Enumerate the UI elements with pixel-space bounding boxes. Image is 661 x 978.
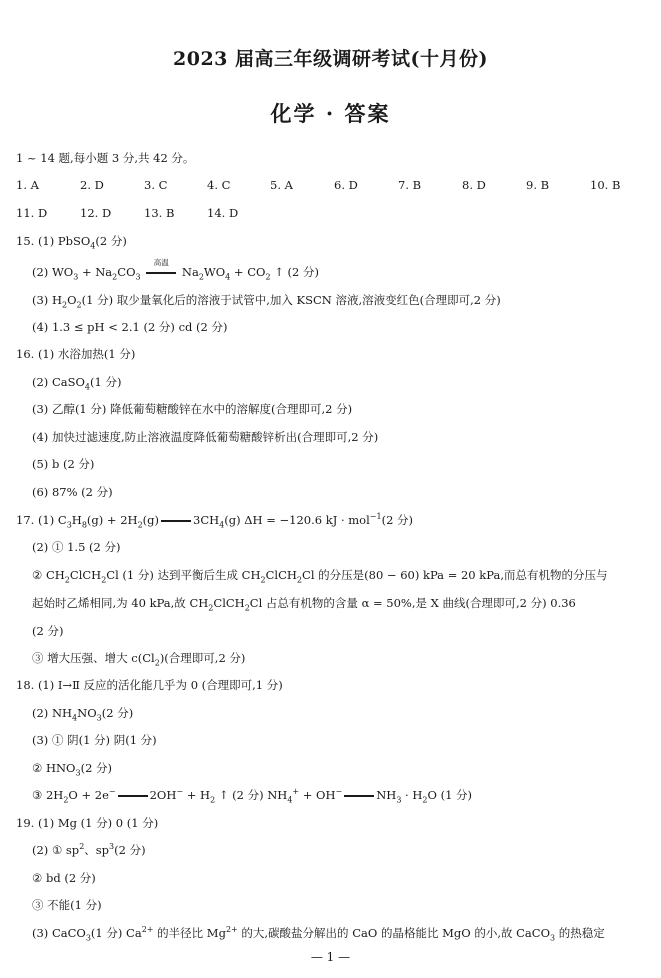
mc-answer: 8. D: [462, 178, 486, 192]
mc-answer: 12. D: [80, 206, 112, 220]
q19-part1: 19. (1) Mg (1 分) 0 (1 分): [16, 816, 159, 830]
mc-answer: 5. A: [270, 178, 293, 192]
mc-answer: 1. A: [16, 178, 39, 192]
q17-part2-b: ② $CH_2ClCH_2Cl$ (1 分) 达到平衡后生成 $CH_2ClCH_2Cl$ 的分压是(80 − 60) kPa = 20 kPa,而总有机物的分压与: [32, 568, 608, 585]
page-number: — 1 —: [310, 950, 351, 964]
mc-answer: 11. D: [16, 206, 48, 220]
q17-part2-c: ③ 增大压强、增大 $c(Cl_2)$(合理即可,2 分): [32, 651, 246, 668]
q16-part5: (5) b (2 分): [32, 457, 95, 471]
q17-part1: 17. (1) $C_3H_8(g) + 2H_2(g)$ $3CH_4(g) \Delta H = -120.6$ kJ · mol$^{-1}$(2 分): [16, 512, 414, 530]
q15-part2: (2) $WO_3 + Na_2CO_3$ 高温 $Na_2WO_4 + CO_2$ ↑ (2 分): [32, 258, 319, 282]
mc-answer: 9. B: [526, 178, 550, 192]
q16-part2: (2) CaSO$_4$(1 分): [32, 375, 122, 392]
q15-part4: (4) 1.3 ≤ pH < 2.1 (2 分) cd (2 分): [32, 320, 228, 334]
q18-part3-c: ③ $2H_2O + 2e^-$ $2OH^- + H_2$ ↑ (2 分) $NH_4^+ + OH^-$ $NH_3 \cdot H_2O$ (1 分): [32, 787, 473, 805]
q17-part2-b-score: (2 分): [32, 624, 64, 638]
q16-part3: (3) 乙醇(1 分) 降低葡萄糖酸锌在水中的溶解度(合理即可,2 分): [32, 402, 353, 416]
q16-part4: (4) 加快过滤速度,防止溶液温度降低葡萄糖酸锌析出(合理即可,2 分): [32, 430, 379, 444]
mc-answer: 10. B: [590, 178, 621, 192]
mc-answer: 14. D: [207, 206, 239, 220]
mc-answer: 2. D: [80, 178, 104, 192]
q18-part1: 18. (1) Ⅰ→Ⅱ 反应的活化能几乎为 0 (合理即可,1 分): [16, 678, 283, 692]
q19-part2-b: ② bd (2 分): [32, 871, 96, 885]
q17-part2-b-cont: 起始时乙烯相同,为 40 kPa,故 $CH_2ClCH_2Cl$ 占总有机物的含量 α = 50%,是 X 曲线(合理即可,2 分) 0.36: [32, 596, 576, 613]
q19-part2: (2) ① $sp^2$、$sp^3(2$ 分): [32, 842, 146, 857]
mc-intro: 1 ~ 14 题,每小题 3 分,共 42 分。: [16, 151, 195, 165]
document-title: 2023 届高三年级调研考试(十月份): [173, 48, 488, 70]
reaction-arrow: 高温: [144, 265, 178, 279]
q17-part2: (2) ① 1.5 (2 分): [32, 540, 121, 554]
q19-part2-c: ③ 不能(1 分): [32, 898, 102, 912]
mc-answer: 4. C: [207, 178, 231, 192]
q16-part6: (6) 87% (2 分): [32, 485, 113, 499]
q15-part1: 15. (1) PbSO$_4$(2 分): [16, 234, 127, 251]
mc-answer: 7. B: [398, 178, 422, 192]
q15-part3: (3) $H_2O_2(1$ 分) 取少量氧化后的溶液于试管中,加入 KSCN 溶液,溶液变红色(合理即可,2 分): [32, 293, 501, 310]
mc-answer: 6. D: [334, 178, 358, 192]
mc-answer: 3. C: [144, 178, 168, 192]
mc-answer: 13. B: [144, 206, 175, 220]
q18-part3: (3) ① 阴(1 分) 阴(1 分): [32, 733, 157, 747]
q19-part3: (3) CaCO$_3$(1 分) $Ca^{2+}$ 的半径比 $Mg^{2+}$ 的大,碳酸盐分解出的 CaO 的晶格能比 MgO 的小,故 CaCO$_3$ 的热稳定: [32, 925, 605, 943]
document-subtitle: 化学 · 答案: [270, 101, 391, 126]
q16-part1: 16. (1) 水浴加热(1 分): [16, 347, 136, 361]
q18-part3-b: ② $HNO_3(2$ 分): [32, 761, 113, 778]
q18-part2: (2) $NH_4NO_3(2$ 分): [32, 706, 134, 723]
